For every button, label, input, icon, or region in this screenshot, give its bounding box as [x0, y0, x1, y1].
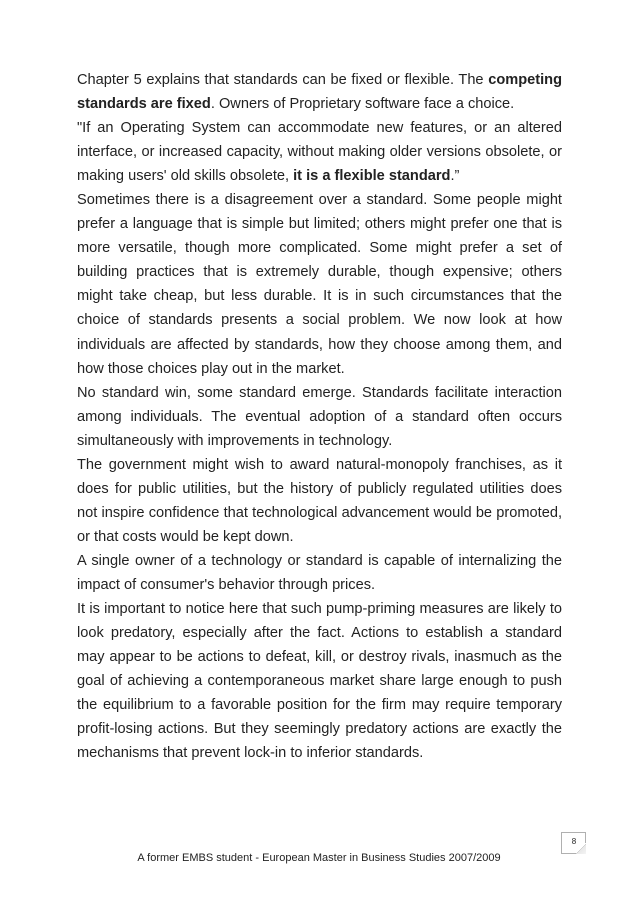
page-footer: A former EMBS student - European Master in Business Studies 2007/2009 — [137, 852, 501, 864]
paragraph-2-bold: it is a flexible standard — [293, 168, 451, 185]
paragraph-2-text-a: "If an Operating System can accommodate new features, or an altered interface, or increased capacity, without making older versions obsolete, or making users' old skills obsolete, — [77, 120, 562, 185]
paragraph-1-text-a: Chapter 5 explains that standards can be fixed or flexible. The — [77, 72, 489, 88]
paragraph-4: No standard win, some standard emerge. Standards facilitate interaction among individuals. The eventual adoption of a standard often occurs simultaneously with improvements in technology. — [77, 384, 562, 449]
paragraph-1-bold: competing standards are fixed — [77, 72, 562, 113]
paragraph-1 — [77, 68, 562, 116]
paragraph-1-text-c: . Owners of Proprietary software face a choice. — [210, 96, 515, 113]
paragraph-3: Sometimes there is a disagreement over a standard. Some people might prefer a language that is simple but limited; others might prefer one that is more versatile, though more complicated. Some might prefer a set of building practices that is extremely durable, though expensive; others might take cheap, but less durable. It is in such circumstances that the choice of standards presents a social problem. We now look at how individuals are affected by standards, how they choose among them, and how those choices play out in the market. — [77, 192, 562, 377]
page-number-box — [561, 832, 586, 853]
paragraph-7: It is important to notice here that such pump-priming measures are likely to look predatory, especially after the fact. Actions to establish a standard may appear to be actions to defeat, kill, or destroy rivals, inasmuch as the goal of achieving a contemporaneous market share large enough to push the equilibrium to a favorable position for the firm may require temporary profit-losing actions. But they seemingly predatory actions are exactly the mechanisms that prevent lock-in to inferior standards. — [77, 601, 562, 762]
paragraph-5: The government might wish to award natural-monopoly franchises, as it does for public utilities, but the history of publicly regulated utilities does not inspire confidence that technological advancement would be promoted, or that costs would be kept down. — [77, 456, 562, 545]
body-text — [77, 68, 562, 765]
paragraph-2 — [77, 116, 562, 188]
page-number: 8 — [571, 837, 577, 846]
paragraph-2-text-c: .” — [450, 168, 460, 185]
paragraph-6: A single owner of a technology or standard is capable of internalizing the impact of consumer's behavior through prices. — [77, 552, 562, 593]
